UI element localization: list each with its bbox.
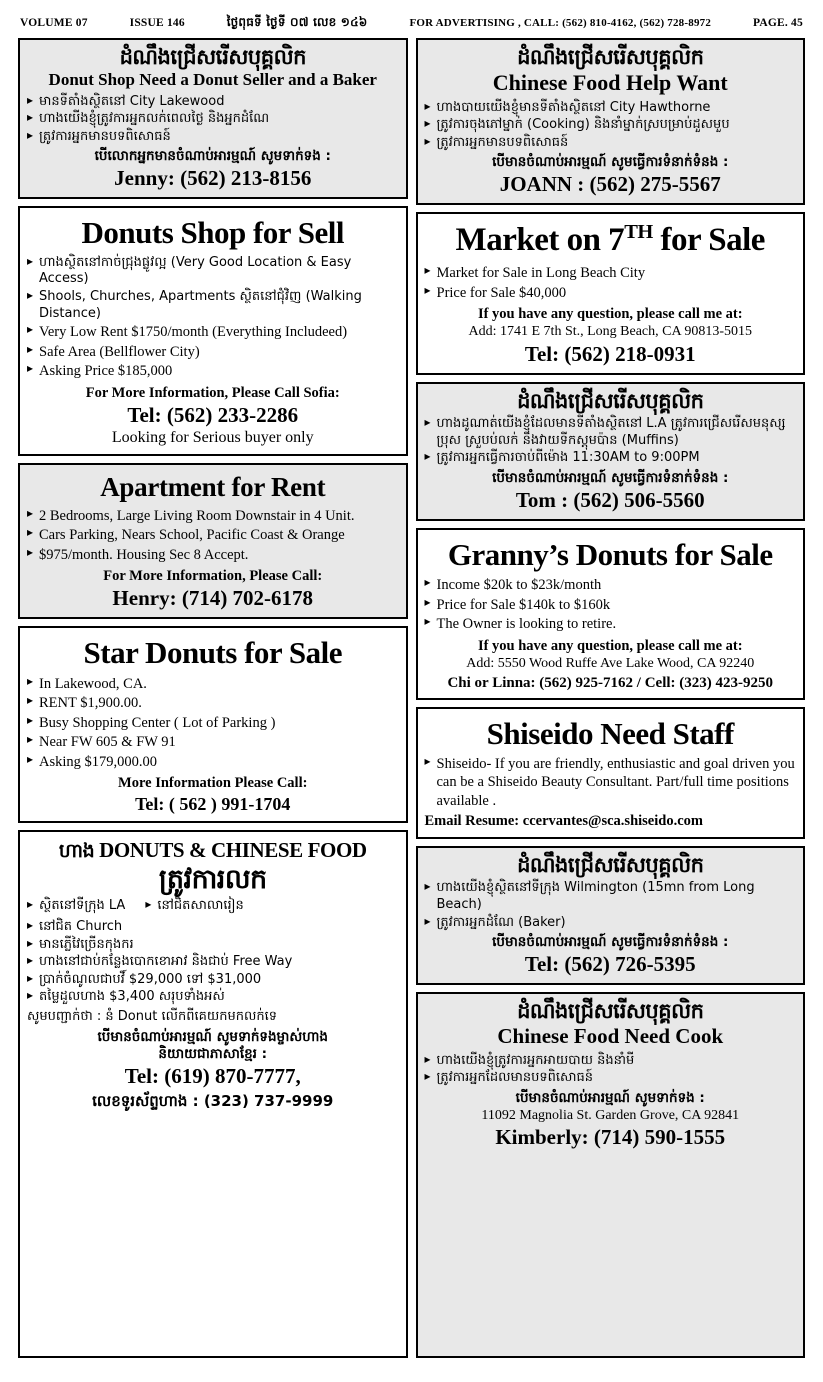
ad-call-label: បើមានចំណាប់អារម្មណ៍ សូមទាក់ទងម្ចាស់ហាង <box>97 1028 328 1045</box>
ad-english-title: Granny’s Donuts for Sale <box>447 537 773 573</box>
ad-english-title-text: Market on 7TH for Sale <box>455 221 765 259</box>
list-item: ▸ Busy Shopping Center ( Lot of Parking ) <box>27 714 399 733</box>
list-item: ▸ ត្រូវការអ្នកមានបទពិសោធន៍ <box>27 129 399 146</box>
classifieds-columns <box>18 38 805 1358</box>
list-item: ▸ Income $20k to $23k/month <box>425 576 797 595</box>
ad-call-label: បើមានចំណាប់អារម្មណ៍ សូមទាក់ទង : <box>515 1089 705 1106</box>
ad-email-label: Email Resume: ccervantes@sca.shiseido.com <box>424 813 703 830</box>
list-item: ▸ នៅជិតសាលារៀន <box>145 898 243 915</box>
list-item: ▸ $975/month. Housing Sec 8 Accept. <box>27 546 399 565</box>
ad-contact-phone: Chi or Linna: (562) 925-7162 / Cell: (323) 423-9250 <box>447 674 774 691</box>
list-item: ▸ Very Low Rent $1750/month (Everything Includeed) <box>27 323 399 342</box>
list-item: ▸ Shiseido- If you are friendly, enthusiastic and goal driven you can be a Shiseido Beauty Consultant. Part/full time positions available . <box>425 755 797 811</box>
ad-contact-phone: Tel: (562) 233-2286 <box>127 402 299 427</box>
ad-bullet-columns <box>27 895 399 916</box>
ad-khmer-title: ដំណឹងជ្រើសរើសបុគ្គលិក <box>517 853 704 878</box>
list-item: ▸ Cars Parking, Nears School, Pacific Coast & Orange <box>27 526 399 545</box>
ad-apartment-for-rent <box>18 463 408 619</box>
list-item: ▸ ហាងយើងខ្ញុំស្ថិតនៅទីក្រុង Wilmington (15mn from Long Beach) <box>425 880 797 913</box>
ad-wilmington-baker <box>416 846 806 985</box>
list-item: ▸ ហាងបាយយើងខ្ញុំមានទីតាំងស្ថិតនៅ City Hawthorne <box>425 100 797 117</box>
ad-call-label: បើមានចំណាប់អារម្មណ៍ សូមធ្វើការទំនាក់ទំនង : <box>492 154 729 171</box>
ad-bullet-list <box>425 264 797 302</box>
list-item: ▸ In Lakewood, CA. <box>27 675 399 694</box>
page-masthead <box>18 14 805 38</box>
ad-contact-phone: Henry: (714) 702-6178 <box>112 586 314 611</box>
list-item: ▸ ប្រាក់ចំណូលជាបវិ៍ $29,000 ទៅ $31,000 <box>27 972 399 989</box>
list-item: ▸ ត្រូវការអ្នកដែលមានបទពិសោធន៍ <box>425 1070 797 1087</box>
ad-call-label: If you have any question, please call me at: <box>477 306 743 323</box>
ad-call-label: បើមានចំណាប់អារម្មណ៍ សូមធ្វើការទំនាក់ទំនង : <box>492 934 729 951</box>
ad-english-title: Shiseido Need Staff <box>486 715 734 751</box>
list-item: ▸ ត្រូវការអ្នកមានបទពិសោធន៍ <box>425 135 797 152</box>
ad-bullet-list-left <box>27 898 125 916</box>
ad-call-label-2: និយាយជាភាសាខ្មែរ : <box>158 1045 268 1062</box>
khmer-date-label: ថ្ងៃពុធទី ថ្ងៃទី ០៧ លេខ ១៤៦ <box>226 15 368 29</box>
list-item: ▸ ហាងស្ថិតនៅកាច់ជ្រុងផ្លូវល្អ (Very Good Location & Easy Access) <box>27 255 399 288</box>
ad-address: Add: 1741 E 7th St., Long Beach, CA 90813-5015 <box>468 324 752 340</box>
list-item: ▸ ហាងដូណាត់យើងខ្ញុំដែលមានទីតាំងស្ថិតនៅ L.A ត្រូវការជ្រើសរើសមនុស្សប្រុស ស្រួបប់លក់ និងវាយទីកស្តុមប៉ាន (Muffins) <box>425 416 797 449</box>
list-item: ▸ Asking $179,000.00 <box>27 753 399 772</box>
list-item: ▸ Asking Price $185,000 <box>27 362 399 381</box>
left-column <box>18 38 408 1358</box>
ad-english-title: Donut Shop Need a Donut Seller and a Baker <box>48 70 377 90</box>
ad-note: Looking for Serious buyer only <box>111 429 314 447</box>
ad-khmer-title: ដំណឹងជ្រើសរើសបុគ្គលិក <box>119 45 306 69</box>
ad-donuts-shop-for-sell <box>18 206 408 456</box>
ad-khmer-title: ដំណឹងជ្រើសរើសបុគ្គលិក <box>517 388 704 413</box>
list-item: ▸ ហាងយើងខ្ញុំត្រូវការអ្នកអាយបាយ និងនាំមី <box>425 1053 797 1070</box>
ad-shiseido-need-staff <box>416 707 806 840</box>
list-item: ▸ ហាងយើងខ្ញុំត្រូវការអ្នកលក់ពេលថ្ងៃ និងអ្នកដំណែ <box>27 111 399 128</box>
ad-english-title: DONUTS & CHINESE FOOD <box>99 838 367 863</box>
list-item: ▸ Near FW 605 & FW 91 <box>27 733 399 752</box>
list-item: ▸ ស្ថិតនៅទីក្រុង LA <box>27 898 125 915</box>
ad-grannys-donuts-for-sale <box>416 528 806 699</box>
list-item: ▸ 2 Bedrooms, Large Living Room Downstair in 4 Unit. <box>27 507 399 526</box>
ad-english-title <box>425 220 797 261</box>
list-item: ▸ Price for Sale $40,000 <box>425 284 797 303</box>
advertising-contact-label: FOR ADVERTISING , CALL: (562) 810-4162, (562) 728-8972 <box>409 17 712 29</box>
ad-call-label: បើមានចំណាប់អារម្មណ៍ សូមធ្វើការទំនាក់ទំនង : <box>492 469 729 486</box>
list-item: ▸ ហាងនៅជាប់កន្លែងបោកខោអាវ និងជាប់ Free Way <box>27 954 399 971</box>
ad-english-title: Donuts Shop for Sell <box>81 215 344 251</box>
list-item: ▸ នៅជិត Church <box>27 919 399 936</box>
list-item: ▸ Shools, Churches, Apartments ស្ថិតនៅជុំវិញ (Walking Distance) <box>27 289 399 322</box>
ad-khmer-prefix: ហាង <box>58 840 95 863</box>
ad-chinese-food-help-want <box>416 38 806 205</box>
ad-chinese-food-need-cook <box>416 992 806 1358</box>
ad-title-row <box>27 838 399 863</box>
ad-english-title: Apartment for Rent <box>100 472 326 503</box>
ad-bullet-list <box>425 416 797 467</box>
ad-contact-phone: Tel: (562) 726-5395 <box>524 952 696 977</box>
ad-contact-phone: Jenny: (562) 213-8156 <box>114 166 312 191</box>
ad-bullet-list <box>27 94 399 146</box>
list-item: ▸ Safe Area (Bellflower City) <box>27 343 399 362</box>
ad-bullet-list <box>27 675 399 772</box>
ad-call-label: If you have any question, please call me at: <box>477 637 743 654</box>
ad-english-title: Chinese Food Help Want <box>492 70 728 96</box>
ad-khmer-headline: ត្រូវការលក <box>158 864 267 896</box>
ad-bullet-list <box>27 255 399 381</box>
volume-label: VOLUME 07 <box>20 17 88 29</box>
ad-call-label: For More Information, Please Call: <box>103 568 323 585</box>
ad-contact-phone: JOANN : (562) 275-5567 <box>499 172 721 197</box>
list-item: ▸ មានទីតាំងស្ថិតនៅ City Lakewood <box>27 94 399 111</box>
list-item: ▸ The Owner is looking to retire. <box>425 615 797 634</box>
ad-contact-phone: Tel: (619) 870-7777, <box>124 1063 301 1088</box>
ad-market-on-7th <box>416 212 806 375</box>
ad-address: 11092 Magnolia St. Garden Grove, CA 92841 <box>481 1107 740 1123</box>
ad-call-label: For More Information, Please Call Sofia: <box>85 384 340 401</box>
ad-contact-phone-2-text: លេខទូរស័ព្ទហាង : (323) 737-9999 <box>92 1091 334 1110</box>
ad-call-label: បើលោកអ្នកមានចំណាប់អារម្មណ៍ សូមទាក់ទង : <box>94 148 331 165</box>
ad-footer-note: សូមបញ្ជាក់ថា : នំ Donut លើកពីគេយកមកលក់ទេ <box>27 1009 277 1025</box>
ad-bullet-list <box>27 507 399 565</box>
ad-bullet-list <box>425 100 797 152</box>
list-item: ▸ តម្លៃដួលហាង $3,400 សរុបទាំងអស់ <box>27 989 399 1006</box>
ad-contact-phone: Tom : (562) 506-5560 <box>515 487 705 512</box>
ad-bullet-list-right <box>145 898 243 916</box>
ad-bullet-list <box>425 1053 797 1087</box>
ad-donut-seller-baker <box>18 38 408 199</box>
ad-contact-phone: Tel: (562) 218-0931 <box>524 341 696 366</box>
ad-star-donuts-for-sale <box>18 626 408 823</box>
list-item: ▸ Price for Sale $140k to $160k <box>425 596 797 615</box>
ad-bullet-list <box>425 576 797 634</box>
ad-bullet-list <box>27 919 399 1006</box>
list-item: ▸ ត្រូវការអ្នកធ្វើការចាប់ពីម៉ោង 11:30AM to 9:00PM <box>425 450 797 467</box>
ad-khmer-title: ដំណឹងជ្រើសរើសបុគ្គលិក <box>517 999 704 1024</box>
ad-address: Add: 5550 Wood Ruffe Ave Lake Wood, CA 92240 <box>466 656 755 671</box>
ad-muffins-staff <box>416 382 806 521</box>
ad-donuts-chinese-food <box>18 830 408 1358</box>
ad-english-title: Chinese Food Need Cook <box>497 1024 724 1049</box>
ad-bullet-list <box>425 755 797 811</box>
ad-contact-phone-2 <box>27 1090 399 1112</box>
right-column <box>416 38 806 1358</box>
list-item: ▸ Market for Sale in Long Beach City <box>425 264 797 283</box>
list-item: ▸ មានភ្លើវៃច្រើនកុងករ <box>27 937 399 954</box>
ad-contact-phone: Tel: ( 562 ) 991-1704 <box>135 793 291 814</box>
list-item: ▸ ត្រូវការអ្នកដំណែ (Baker) <box>425 915 797 932</box>
ad-call-label: More Information Please Call: <box>118 775 308 792</box>
list-item: ▸ ត្រូវការចុងភៅម្នាក់ (Cooking) និងនាំម្នាក់ស្របម្រាប់ដួសមួប <box>425 117 797 134</box>
ad-english-title: Star Donuts for Sale <box>83 635 342 671</box>
list-item: ▸ RENT $1,900.00. <box>27 694 399 713</box>
ad-contact-phone: Kimberly: (714) 590-1555 <box>495 1125 726 1150</box>
page-number-label: PAGE. 45 <box>753 17 803 29</box>
ad-bullet-list <box>425 880 797 931</box>
ad-khmer-title: ដំណឹងជ្រើសរើសបុគ្គលិក <box>517 45 704 69</box>
issue-label: ISSUE 146 <box>129 17 185 29</box>
